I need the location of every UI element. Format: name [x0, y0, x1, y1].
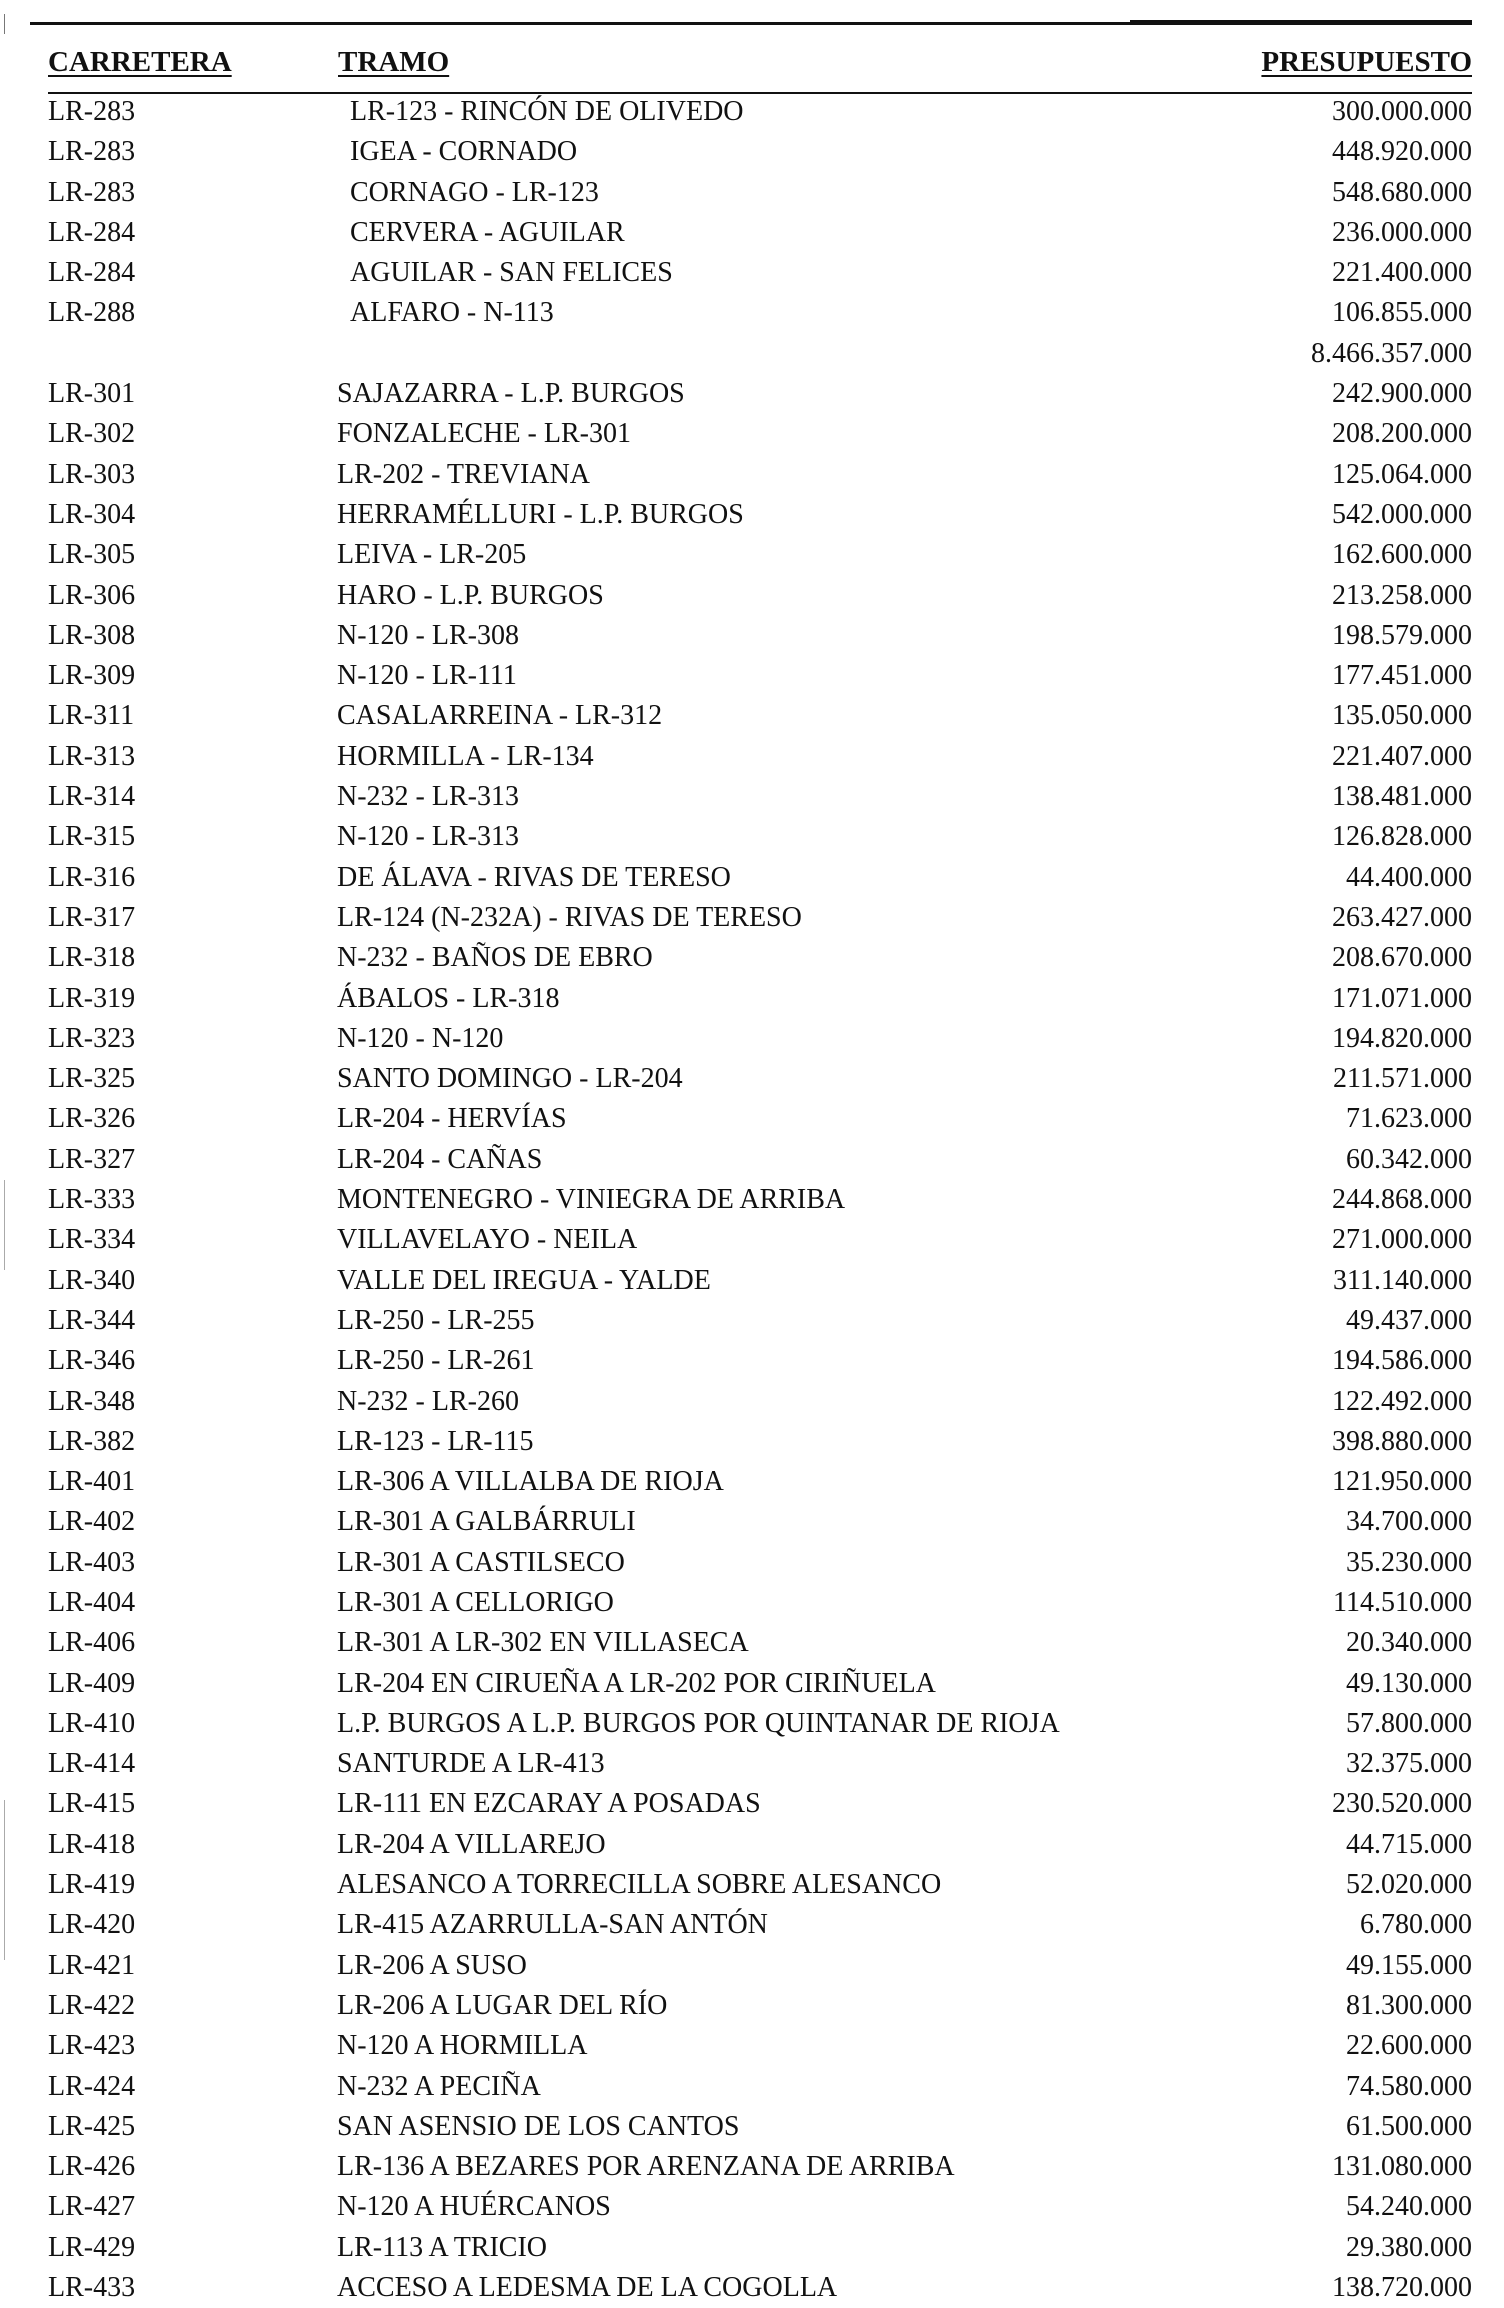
- amount-cell: 271.000.000: [1332, 1224, 1472, 1256]
- tramo-cell: HERRAMÉLLURI - L.P. BURGOS: [337, 498, 744, 530]
- table-row: [0, 1825, 1504, 1865]
- amount-cell: 131.080.000: [1332, 2151, 1472, 2183]
- amount-cell: 125.064.000: [1332, 458, 1472, 490]
- road-cell: LR-419: [48, 1869, 136, 1901]
- table-row: [0, 1986, 1504, 2026]
- table-row: [0, 576, 1504, 616]
- table-row: [0, 253, 1504, 293]
- amount-cell: 194.820.000: [1332, 1022, 1472, 1054]
- table-row: [0, 414, 1504, 454]
- amount-cell: 242.900.000: [1332, 378, 1472, 410]
- tramo-cell: SANTURDE A LR-413: [337, 1748, 605, 1780]
- road-cell: LR-422: [48, 1989, 136, 2021]
- header-tramo: TRAMO: [338, 46, 450, 78]
- amount-cell: 8.466.357.000: [1311, 337, 1472, 369]
- table-row: [0, 1623, 1504, 1663]
- road-cell: LR-404: [48, 1586, 136, 1618]
- tramo-cell: LR-113 A TRICIO: [337, 2231, 548, 2263]
- road-cell: LR-311: [48, 700, 135, 732]
- table-body: [0, 92, 1504, 2308]
- table-row: [0, 132, 1504, 172]
- road-cell: LR-323: [48, 1022, 136, 1054]
- road-cell: LR-403: [48, 1546, 136, 1578]
- road-cell: LR-410: [48, 1707, 136, 1739]
- tramo-cell: ALFARO - N-113: [350, 297, 554, 329]
- road-cell: LR-426: [48, 2151, 136, 2183]
- table-row: [0, 1220, 1504, 1260]
- road-cell: LR-304: [48, 498, 136, 530]
- amount-cell: 221.407.000: [1332, 740, 1472, 772]
- amount-cell: 121.950.000: [1332, 1466, 1472, 1498]
- amount-cell: 548.680.000: [1332, 176, 1472, 208]
- table-row: [0, 1664, 1504, 1704]
- tramo-cell: FONZALECHE - LR-301: [337, 418, 631, 450]
- road-cell: LR-424: [48, 2070, 136, 2102]
- table-row: [0, 495, 1504, 535]
- amount-cell: 213.258.000: [1332, 579, 1472, 611]
- tramo-cell: LR-204 - HERVÍAS: [337, 1103, 567, 1135]
- table-row: [0, 2268, 1504, 2308]
- tramo-cell: LR-301 A LR-302 EN VILLASECA: [337, 1627, 749, 1659]
- tramo-cell: N-232 - LR-313: [337, 781, 519, 813]
- table-row: [0, 374, 1504, 414]
- table-row: [0, 2187, 1504, 2227]
- road-cell: LR-314: [48, 781, 136, 813]
- tramo-cell: LEIVA - LR-205: [337, 539, 527, 571]
- table-row: [0, 898, 1504, 938]
- road-cell: LR-283: [48, 96, 136, 127]
- table-row: [0, 535, 1504, 575]
- tramo-cell: ALESANCO A TORRECILLA SOBRE ALESANCO: [337, 1869, 942, 1901]
- road-cell: LR-317: [48, 901, 136, 933]
- road-cell: LR-433: [48, 2272, 136, 2304]
- amount-cell: 138.481.000: [1332, 781, 1472, 813]
- tramo-cell: LR-123 - RINCÓN DE OLIVEDO: [350, 96, 744, 127]
- amount-cell: 138.720.000: [1332, 2272, 1472, 2304]
- amount-cell: 35.230.000: [1346, 1546, 1472, 1578]
- tramo-cell: N-120 A HORMILLA: [337, 2030, 588, 2062]
- tramo-cell: CASALARREINA - LR-312: [337, 700, 663, 732]
- amount-cell: 106.855.000: [1332, 297, 1472, 329]
- amount-cell: 198.579.000: [1332, 619, 1472, 651]
- tramo-cell: LR-415 AZARRULLA-SAN ANTÓN: [337, 1909, 768, 1941]
- table-row: [0, 938, 1504, 978]
- road-cell: LR-327: [48, 1143, 136, 1175]
- amount-cell: 162.600.000: [1332, 539, 1472, 571]
- table-row: [0, 213, 1504, 253]
- amount-cell: 211.571.000: [1333, 1063, 1472, 1095]
- tramo-cell: LR-206 A LUGAR DEL RÍO: [337, 1989, 668, 2021]
- table-row: [0, 334, 1504, 374]
- amount-cell: 49.437.000: [1346, 1304, 1472, 1336]
- road-cell: LR-346: [48, 1345, 136, 1377]
- tramo-cell: N-232 - LR-260: [337, 1385, 519, 1417]
- table-row: [0, 1543, 1504, 1583]
- road-cell: LR-325: [48, 1063, 136, 1095]
- header-carretera: CARRETERA: [48, 46, 232, 78]
- road-cell: LR-305: [48, 539, 136, 571]
- road-cell: LR-402: [48, 1506, 136, 1538]
- amount-cell: 126.828.000: [1332, 821, 1472, 853]
- table-row: [0, 1140, 1504, 1180]
- table-row: [0, 1180, 1504, 1220]
- amount-cell: 22.600.000: [1346, 2030, 1472, 2062]
- table-row: [0, 696, 1504, 736]
- amount-cell: 114.510.000: [1333, 1586, 1472, 1618]
- amount-cell: 398.880.000: [1332, 1425, 1472, 1457]
- tramo-cell: N-232 - BAÑOS DE EBRO: [337, 942, 653, 974]
- road-cell: LR-409: [48, 1667, 136, 1699]
- road-cell: LR-306: [48, 579, 136, 611]
- road-cell: LR-414: [48, 1748, 136, 1780]
- road-cell: LR-313: [48, 740, 136, 772]
- tramo-cell: LR-250 - LR-261: [337, 1345, 535, 1377]
- road-cell: LR-302: [48, 418, 136, 450]
- amount-cell: 61.500.000: [1346, 2110, 1472, 2142]
- road-cell: LR-301: [48, 378, 136, 410]
- table-header: [0, 42, 1504, 94]
- table-row: [0, 293, 1504, 333]
- table-row: [0, 2067, 1504, 2107]
- table-row: [0, 616, 1504, 656]
- amount-cell: 208.670.000: [1332, 942, 1472, 974]
- road-cell: LR-427: [48, 2191, 136, 2223]
- road-cell: LR-318: [48, 942, 136, 974]
- table-row: [0, 1905, 1504, 1945]
- header-presupuesto: PRESUPUESTO: [1261, 46, 1472, 78]
- road-cell: LR-421: [48, 1949, 136, 1981]
- tramo-cell: LR-111 EN EZCARAY A POSADAS: [337, 1788, 761, 1820]
- road-cell: LR-283: [48, 136, 136, 168]
- road-cell: LR-340: [48, 1264, 136, 1296]
- tramo-cell: LR-301 A CASTILSECO: [337, 1546, 625, 1578]
- table-row: [0, 1382, 1504, 1422]
- amount-cell: 32.375.000: [1346, 1748, 1472, 1780]
- road-cell: LR-284: [48, 257, 136, 289]
- tramo-cell: LR-202 - TREVIANA: [337, 458, 591, 490]
- amount-cell: 122.492.000: [1332, 1385, 1472, 1417]
- tramo-cell: HORMILLA - LR-134: [337, 740, 594, 772]
- road-cell: LR-288: [48, 297, 136, 329]
- road-cell: LR-418: [48, 1828, 136, 1860]
- table-row: [0, 1301, 1504, 1341]
- road-cell: LR-382: [48, 1425, 136, 1457]
- amount-cell: 236.000.000: [1332, 216, 1472, 248]
- table-row: [0, 1865, 1504, 1905]
- road-cell: LR-284: [48, 216, 136, 248]
- amount-cell: 52.020.000: [1346, 1869, 1472, 1901]
- tramo-cell: SAJAZARRA - L.P. BURGOS: [337, 378, 685, 410]
- tramo-cell: N-120 A HUÉRCANOS: [337, 2191, 611, 2223]
- table-row: [0, 1583, 1504, 1623]
- tramo-cell: LR-301 A CELLORIGO: [337, 1586, 614, 1618]
- table-row: [0, 1502, 1504, 1542]
- table-row: [0, 858, 1504, 898]
- tramo-cell: N-120 - LR-111: [337, 660, 517, 692]
- tramo-cell: CERVERA - AGUILAR: [350, 216, 625, 248]
- road-cell: LR-308: [48, 619, 136, 651]
- tramo-cell: MONTENEGRO - VINIEGRA DE ARRIBA: [337, 1184, 846, 1216]
- tramo-cell: LR-136 A BEZARES POR ARENZANA DE ARRIBA: [337, 2151, 955, 2183]
- amount-cell: 49.130.000: [1346, 1667, 1472, 1699]
- tramo-cell: HARO - L.P. BURGOS: [337, 579, 604, 611]
- table-row: [0, 1704, 1504, 1744]
- road-cell: LR-423: [48, 2030, 136, 2062]
- tramo-cell: L.P. BURGOS A L.P. BURGOS POR QUINTANAR DE RIOJA: [337, 1707, 1060, 1739]
- amount-cell: 60.342.000: [1346, 1143, 1472, 1175]
- top-rule-thick: [1130, 20, 1472, 25]
- tramo-cell: VALLE DEL IREGUA - YALDE: [337, 1264, 711, 1296]
- amount-cell: 20.340.000: [1346, 1627, 1472, 1659]
- road-cell: LR-319: [48, 982, 136, 1014]
- table-row: [0, 777, 1504, 817]
- table-row: [0, 656, 1504, 696]
- table-row: [0, 1784, 1504, 1824]
- amount-cell: 448.920.000: [1332, 136, 1472, 168]
- table-row: [0, 1946, 1504, 1986]
- table-row: [0, 2107, 1504, 2147]
- amount-cell: 44.715.000: [1346, 1828, 1472, 1860]
- tramo-cell: SAN ASENSIO DE LOS CANTOS: [337, 2110, 740, 2142]
- tramo-cell: CORNAGO - LR-123: [350, 176, 599, 208]
- amount-cell: 171.071.000: [1332, 982, 1472, 1014]
- tramo-cell: LR-301 A GALBÁRRULI: [337, 1506, 636, 1538]
- tramo-cell: N-120 - LR-313: [337, 821, 519, 853]
- table-row: [0, 2228, 1504, 2268]
- table-row: [0, 2147, 1504, 2187]
- road-cell: LR-429: [48, 2231, 136, 2263]
- amount-cell: 244.868.000: [1332, 1184, 1472, 1216]
- road-cell: LR-344: [48, 1304, 136, 1336]
- tramo-cell: N-232 A PECIÑA: [337, 2070, 541, 2102]
- amount-cell: 194.586.000: [1332, 1345, 1472, 1377]
- tramo-cell: LR-306 A VILLALBA DE RIOJA: [337, 1466, 724, 1498]
- amount-cell: 71.623.000: [1346, 1103, 1472, 1135]
- table-row: [0, 817, 1504, 857]
- table-row: [0, 1261, 1504, 1301]
- tramo-cell: VILLAVELAYO - NEILA: [337, 1224, 638, 1256]
- amount-cell: 311.140.000: [1333, 1264, 1472, 1296]
- table-row: [0, 2026, 1504, 2066]
- tramo-cell: AGUILAR - SAN FELICES: [350, 257, 673, 289]
- tramo-cell: ACCESO A LEDESMA DE LA COGOLLA: [337, 2272, 838, 2304]
- tramo-cell: N-120 - N-120: [337, 1022, 504, 1054]
- tramo-cell: DE ÁLAVA - RIVAS DE TERESO: [337, 861, 731, 893]
- table-row: [0, 1462, 1504, 1502]
- table-row: [0, 737, 1504, 777]
- tramo-cell: LR-206 A SUSO: [337, 1949, 527, 1981]
- table-row: [0, 1744, 1504, 1784]
- table-row: [0, 92, 1504, 132]
- road-cell: LR-334: [48, 1224, 136, 1256]
- amount-cell: 542.000.000: [1332, 498, 1472, 530]
- tramo-cell: LR-204 EN CIRUEÑA A LR-202 POR CIRIÑUELA: [337, 1667, 936, 1699]
- table-row: [0, 1019, 1504, 1059]
- road-cell: LR-315: [48, 821, 136, 853]
- table-row: [0, 1422, 1504, 1462]
- amount-cell: 135.050.000: [1332, 700, 1472, 732]
- road-cell: LR-309: [48, 660, 136, 692]
- road-cell: LR-406: [48, 1627, 136, 1659]
- amount-cell: 29.380.000: [1346, 2231, 1472, 2263]
- road-cell: LR-348: [48, 1385, 136, 1417]
- road-cell: LR-326: [48, 1103, 136, 1135]
- road-cell: LR-303: [48, 458, 136, 490]
- amount-cell: 34.700.000: [1346, 1506, 1472, 1538]
- tramo-cell: SANTO DOMINGO - LR-204: [337, 1063, 683, 1095]
- amount-cell: 54.240.000: [1346, 2191, 1472, 2223]
- tramo-cell: IGEA - CORNADO: [350, 136, 578, 168]
- tramo-cell: LR-204 - CAÑAS: [337, 1143, 543, 1175]
- tramo-cell: N-120 - LR-308: [337, 619, 519, 651]
- amount-cell: 221.400.000: [1332, 257, 1472, 289]
- road-cell: LR-415: [48, 1788, 136, 1820]
- scan-artifact: [4, 14, 5, 34]
- amount-cell: 44.400.000: [1346, 861, 1472, 893]
- table-row: [0, 1341, 1504, 1381]
- road-cell: LR-333: [48, 1184, 136, 1216]
- amount-cell: 230.520.000: [1332, 1788, 1472, 1820]
- road-cell: LR-283: [48, 176, 136, 208]
- road-cell: LR-425: [48, 2110, 136, 2142]
- amount-cell: 81.300.000: [1346, 1989, 1472, 2021]
- table-row: [0, 1099, 1504, 1139]
- tramo-cell: LR-123 - LR-115: [337, 1425, 534, 1457]
- road-cell: LR-420: [48, 1909, 136, 1941]
- table-row: [0, 455, 1504, 495]
- table-row: [0, 173, 1504, 213]
- tramo-cell: LR-124 (N-232A) - RIVAS DE TERESO: [337, 901, 802, 933]
- table-row: [0, 1059, 1504, 1099]
- amount-cell: 57.800.000: [1346, 1707, 1472, 1739]
- amount-cell: 6.780.000: [1360, 1909, 1472, 1941]
- tramo-cell: LR-250 - LR-255: [337, 1304, 535, 1336]
- road-cell: LR-316: [48, 861, 136, 893]
- tramo-cell: ÁBALOS - LR-318: [337, 982, 560, 1014]
- amount-cell: 49.155.000: [1346, 1949, 1472, 1981]
- table-row: [0, 979, 1504, 1019]
- amount-cell: 263.427.000: [1332, 901, 1472, 933]
- amount-cell: 208.200.000: [1332, 418, 1472, 450]
- road-cell: LR-401: [48, 1466, 136, 1498]
- amount-cell: 74.580.000: [1346, 2070, 1472, 2102]
- tramo-cell: LR-204 A VILLAREJO: [337, 1828, 606, 1860]
- amount-cell: 177.451.000: [1332, 660, 1472, 692]
- amount-cell: 300.000.000: [1332, 96, 1472, 127]
